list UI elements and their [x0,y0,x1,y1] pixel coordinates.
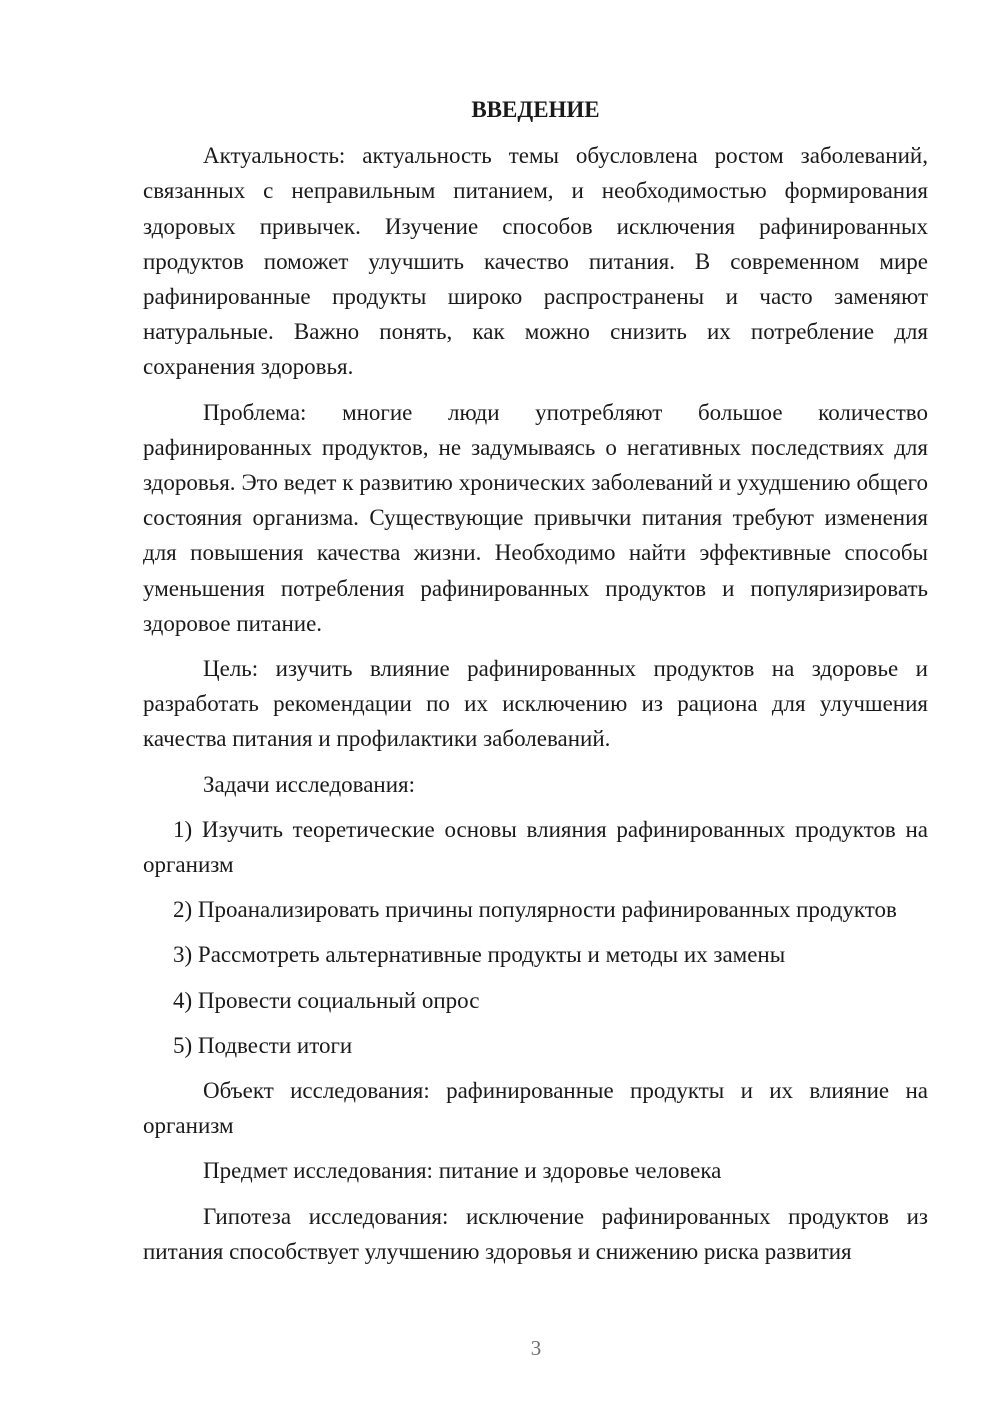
paragraph-subject: Предмет исследования: питание и здоровье человека [203,1158,722,1184]
task-item-3: 3) Рассмотреть альтернативные продукты и методы их замены [173,942,786,968]
paragraph-problem: Проблема: многие люди употребляют большое количество рафинированных продуктов, не задумываясь о негативных последствиях для здоровья. Это ведет к развитию хронических заболеваний и ухудшению общего состояния организма. Существующие привычки питания требуют изменения для повышения качества жизни. Необходимо найти эффективные способы уменьшения потребления рафинированных продуктов и популяризировать здоровое питание. [143,399,928,636]
page-number: 3 [530,1336,542,1360]
section-title: ВВЕДЕНИЕ [471,97,600,122]
task-item-5: 5) Подвести итоги [173,1032,353,1058]
paragraph-goal: Цель: изучить влияние рафинированных продуктов на здоровье и разработать рекомендации по их исключению из рациона для улучшения качества питания и профилактики заболеваний. [143,656,928,752]
tasks-heading: Задачи исследования: [203,771,416,797]
paragraph-relevance: Актуальность: актуальность темы обусловлена ростом заболеваний, связанных с неправильным питанием, и необходимостью формирования здоровых привычек. Изучение способов исключения рафинированных продуктов поможет улучшить качество питания. В современном мире рафинированные продукты широко распространены и часто заменяют натуральные. Важно понять, как можно снизить их потребление для сохранения здоровья. [143,143,928,380]
page-content [143,92,928,1269]
task-item-1: 1) Изучить теоретические основы влияния рафинированных продуктов на организм [143,816,928,878]
paragraph-hypothesis: Гипотеза исследования: исключение рафинированных продуктов из питания способствует улучшению здоровья и снижению риска развития [143,1203,928,1264]
paragraph-object: Объект исследования: рафинированные продукты и их влияние на организм [143,1078,928,1139]
task-item-4: 4) Провести социальный опрос [173,987,480,1013]
task-item-2: 2) Проанализировать причины популярности рафинированных продуктов [173,897,897,923]
